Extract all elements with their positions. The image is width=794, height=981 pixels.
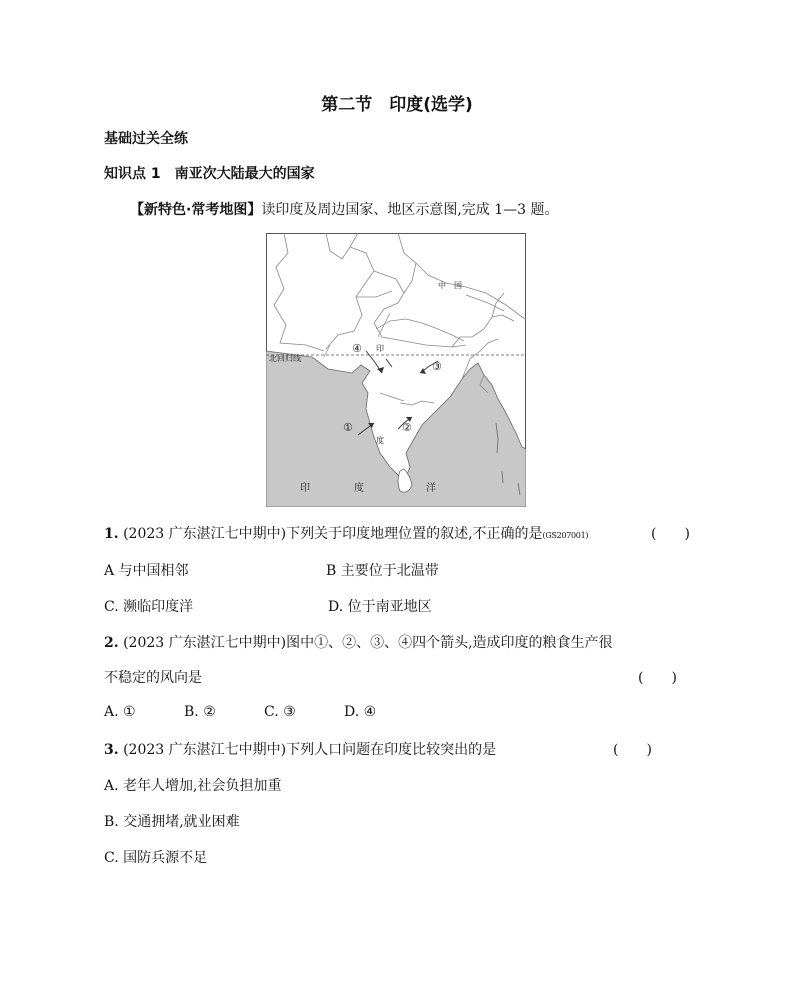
q1-option-d[interactable]: D. 位于南亚地区 <box>328 599 432 615</box>
q2-option-a[interactable]: A. ① <box>104 704 136 720</box>
intro-line <box>130 199 559 219</box>
india-map <box>266 233 526 507</box>
label-china: 中 国 <box>438 281 462 290</box>
q3-option-c[interactable]: C. 国防兵源不足 <box>104 850 208 866</box>
q2-option-c[interactable]: C. ③ <box>264 704 296 720</box>
q1-option-b[interactable]: B 主要位于北温带 <box>326 563 439 579</box>
question-3-number: 3. <box>104 742 119 758</box>
q3-option-a[interactable]: A. 老年人增加,社会负担加重 <box>104 778 282 794</box>
page-title: 第二节 印度(选学) <box>321 95 473 115</box>
label-tropic: 北回归线 <box>269 354 301 363</box>
marker-4: ④ <box>352 342 362 355</box>
q2-option-d[interactable]: D. ④ <box>344 704 377 720</box>
label-india-2: 度 <box>376 436 384 445</box>
intro-text: 读印度及周边国家、地区示意图,完成 1—3 题。 <box>261 202 559 218</box>
question-2-stem: (2023 广东湛江七中期中)图中①、②、③、④四个箭头,造成印度的粮食生产很 <box>123 635 613 651</box>
question-2 <box>104 632 613 652</box>
question-1-number: 1. <box>104 526 119 542</box>
section-heading: 基础过关全练 <box>104 131 188 147</box>
question-2-number: 2. <box>104 635 119 651</box>
label-india-1: 印 <box>376 344 384 353</box>
label-ocean-1: 印 <box>300 483 310 494</box>
question-2-answer-blank[interactable]: ( ) <box>638 670 677 686</box>
question-3 <box>104 739 496 759</box>
q2-option-b[interactable]: B. ② <box>184 704 216 720</box>
question-1 <box>104 523 588 543</box>
label-ocean-3: 洋 <box>426 483 436 494</box>
label-ocean-2: 度 <box>354 483 364 494</box>
question-3-answer-blank[interactable]: ( ) <box>613 742 652 758</box>
question-1-code: (GS207001) <box>542 531 589 540</box>
question-3-stem: (2023 广东湛江七中期中)下列人口问题在印度比较突出的是 <box>123 742 497 758</box>
knowledge-point-heading: 知识点 1 南亚次大陆最大的国家 <box>104 166 315 182</box>
marker-2: ② <box>402 421 412 434</box>
marker-1: ① <box>343 421 353 434</box>
question-1-answer-blank[interactable]: ( ) <box>651 526 690 542</box>
q1-option-a[interactable]: A 与中国相邻 <box>104 563 189 579</box>
question-2-stem-cont: 不稳定的风向是 <box>104 670 202 686</box>
q3-option-b[interactable]: B. 交通拥堵,就业困难 <box>104 814 240 830</box>
question-1-stem: (2023 广东湛江七中期中)下列关于印度地理位置的叙述,不正确的是 <box>123 526 543 542</box>
q1-option-c[interactable]: C. 濒临印度洋 <box>104 599 194 615</box>
marker-3: ③ <box>432 360 442 373</box>
intro-tag: 【新特色·常考地图】 <box>130 202 262 218</box>
